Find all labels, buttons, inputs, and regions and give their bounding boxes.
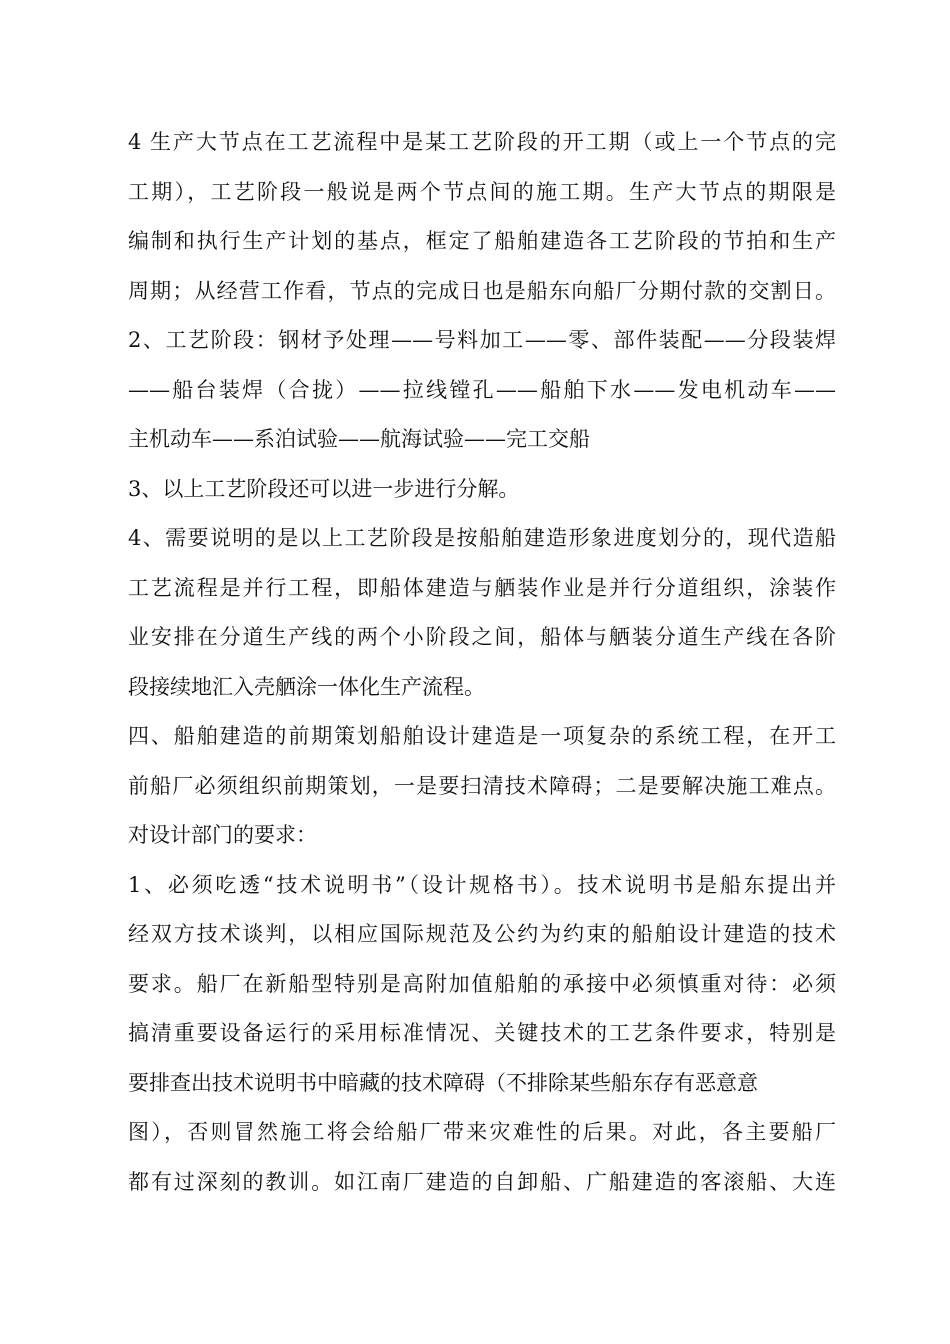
text-line: 工期），工艺阶段一般说是两个节点间的施工期。生产大节点的期限是 xyxy=(128,179,836,204)
text-line: 4 生产大节点在工艺流程中是某工艺阶段的开工期（或上一个节点的完 xyxy=(128,130,836,154)
text-line: 3、以上工艺阶段还可以进一步进行分解。 xyxy=(128,476,520,501)
text-line: 2、工艺阶段：钢材予处理——号料加工——零、部件装配——分段装焊 xyxy=(128,328,836,352)
text-line: 图），否则冒然施工将会给船厂带来灾难性的后果。对此，各主要船厂 xyxy=(128,1120,836,1144)
text-line: 1、必须吃透“技术说明书”（设计规格书）。技术说明书是船东提出并 xyxy=(128,872,836,897)
body-text xyxy=(128,118,836,1207)
text-line: 工艺流程是并行工程，即船体建造与舾装作业是并行分道组织，涂装作 xyxy=(128,575,836,600)
text-line: ——船台装焊（合拢）——拉线镗孔——船舶下水——发电机动车—— xyxy=(128,377,836,402)
text-line: 周期；从经营工作看，节点的完成日也是船东向船厂分期付款的交割日。 xyxy=(128,278,836,303)
text-line: 对设计部门的要求： xyxy=(128,823,317,847)
text-line: 都有过深刻的教训。如江南厂建造的自卸船、广船建造的客滚船、大连 xyxy=(128,1169,836,1194)
text-line: 搞清重要设备运行的采用标准情况、关键技术的工艺条件要求，特别是 xyxy=(128,1021,836,1045)
text-line: 编制和执行生产计划的基点，框定了船舶建造各工艺阶段的节拍和生产 xyxy=(128,229,836,253)
text-line: 主机动车——系泊试验——航海试验——完工交船 xyxy=(128,427,590,451)
text-line: 4、需要说明的是以上工艺阶段是按船舶建造形象进度划分的，现代造船 xyxy=(128,526,836,550)
text-line: 段接续地汇入壳舾涂一体化生产流程。 xyxy=(128,674,485,699)
text-line: 四、船舶建造的前期策划船舶设计建造是一项复杂的系统工程，在开工 xyxy=(128,724,836,748)
text-line: 前船厂必须组织前期策划，一是要扫清技术障碍；二是要解决施工难点。 xyxy=(128,773,836,798)
text-line: 要求。船厂在新船型特别是高附加值船舶的承接中必须慎重对待：必须 xyxy=(128,971,836,996)
text-line: 业安排在分道生产线的两个小阶段之间，船体与舾装分道生产线在各阶 xyxy=(128,625,836,649)
text-line: 要排查出技术说明书中暗藏的技术障碍（不排除某些船东存有恶意意 xyxy=(128,1070,758,1095)
text-line: 经双方技术谈判，以相应国际规范及公约为约束的船舶设计建造的技术 xyxy=(128,922,836,946)
